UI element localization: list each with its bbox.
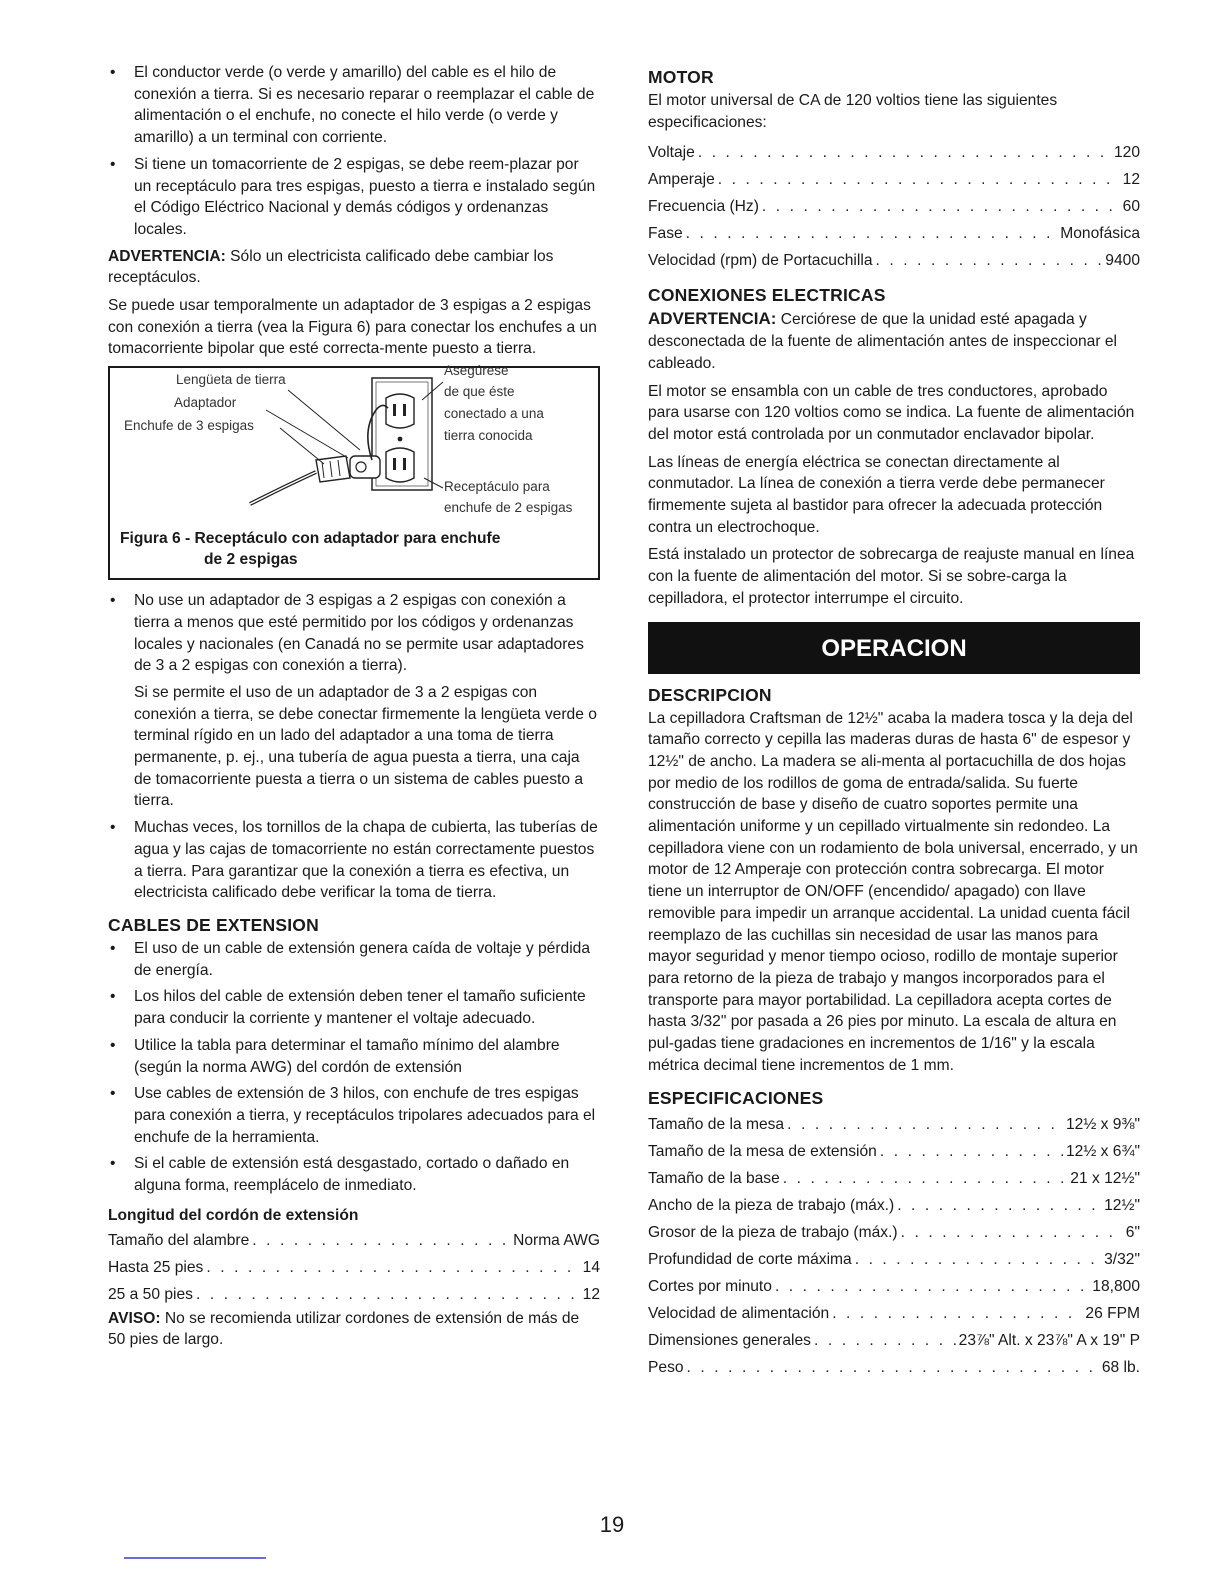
table-row (648, 1246, 1140, 1273)
list-item: • No use un adaptador de 3 espigas a 2 espigas con conexión a tierra a menos que esté permitido por los códigos y ordenanzas locales y nacionales (en Canadá no se permite usar adaptadores de 3 a 2 espigas con conexión a tierra). (108, 590, 600, 677)
label-receptaculo-1: Receptáculo para (444, 479, 550, 495)
row-value: 18,800 (1092, 1277, 1140, 1295)
row-value: 9400 (1105, 252, 1140, 270)
list-item: • Si el cable de extensión está desgastado, cortado o dañado en alguna forma, reemplácelo de inmediato. (108, 1153, 600, 1196)
row-value: 26 FPM (1085, 1304, 1140, 1322)
label-adaptador: Adaptador (174, 395, 237, 411)
notice-paragraph (108, 1308, 600, 1351)
row-value: 3/32" (1104, 1250, 1140, 1268)
row-label: Velocidad de alimentación (648, 1304, 830, 1322)
connections-heading: CONEXIONES ELECTRICAS (648, 285, 886, 306)
leader-dots (196, 1281, 580, 1308)
row-label: Tamaño del alambre (108, 1231, 250, 1249)
figure-caption-line2: de 2 espigas (204, 551, 298, 569)
adapter-paragraph: Se puede usar temporalmente un adaptador de 3 espigas a 2 espigas con conexión a tierra (vea la Figura 6) para conectar los enchufes a un tomacorriente bipolar que esté correcta-mente puesto a tierra. (108, 297, 597, 358)
row-label: Ancho de la pieza de trabajo (máx.) (648, 1196, 895, 1214)
label-lengueta: Lengüeta de tierra (176, 372, 286, 388)
list-item: • Utilice la tabla para determinar el tamaño mínimo del alambre (según la norma AWG) del cordón de extensión (108, 1035, 600, 1078)
row-label: Grosor de la pieza de trabajo (máx.) (648, 1223, 898, 1241)
table-row (648, 166, 1140, 193)
row-label: Frecuencia (Hz) (648, 198, 759, 216)
row-value: 21 x 12½" (1070, 1169, 1140, 1187)
motor-specs (648, 139, 1140, 274)
row-value: 12 (582, 1285, 600, 1303)
row-value: 120 (1113, 144, 1140, 162)
connections-paragraph: El motor se ensambla con un cable de tres conductores, aprobado para usarse con 120 voltios como se indica. La fuente de alimentación del motor está controlada por un conmutador enclavador bipolar. (648, 382, 1135, 443)
figure-6 (108, 363, 600, 580)
adapter-continuation: Si se permite el uso de un adaptador de 3 a 2 espigas con conexión a tierra, se debe conectar firmemente la lengüeta verde o terminal rígido en un lado del adaptador a una toma de tierra permanente, p. ej., una tubería de agua puesta a tierra, una caja de tomacorriente puesta a tierra o un sistema de cables puesto a tierra. (134, 683, 597, 810)
table-row (648, 1165, 1140, 1192)
label-enchufe: Enchufe de 3 espigas (124, 418, 254, 434)
row-value: 6" (1125, 1223, 1140, 1241)
length-heading: Longitud del cordón de extensión (108, 1206, 359, 1224)
leader-dots (762, 193, 1120, 220)
row-label: Cortes por minuto (648, 1277, 772, 1295)
row-label: Tamaño de la mesa (648, 1115, 785, 1133)
length-table (108, 1227, 600, 1308)
table-row (108, 1281, 600, 1308)
leader-dots (687, 1354, 1099, 1381)
leader-dots (206, 1254, 579, 1281)
leader-dots (901, 1219, 1123, 1246)
footer-divider (124, 1557, 266, 1559)
table-row (648, 220, 1140, 247)
list-item: • Los hilos del cable de extensión deben tener el tamaño suficiente para conducir la corriente y mantener el voltaje adecuado. (108, 986, 600, 1029)
left-column (108, 62, 600, 1357)
leader-dots (814, 1327, 956, 1354)
connections-warning (648, 308, 1140, 374)
table-row (648, 1219, 1140, 1246)
label-asegurese-4: tierra conocida (444, 428, 533, 444)
warning-paragraph (108, 246, 600, 289)
list-item: • Si tiene un tomacorriente de 2 espigas, se debe reem-plazar por un receptáculo para tres espigas, puesto a tierra e instalado según el Código Eléctrico Nacional y demás códigos y ordenanzas locales. (108, 154, 600, 241)
leader-dots (876, 247, 1103, 274)
row-label: Profundidad de corte máxima (648, 1250, 852, 1268)
list-item: • El conductor verde (o verde y amarillo) del cable es el hilo de conexión a tierra. Si es necesario reparar o reemplazar el cable de alimentación o el enchufe, no conecte el hilo verde (o verde y amarillo) a un terminal con corriente. (108, 62, 600, 149)
row-value: Norma AWG (513, 1231, 600, 1249)
figure-caption (120, 528, 590, 570)
specifications-table (648, 1111, 1140, 1381)
label-asegurese-2: de que éste (444, 384, 515, 400)
table-row (648, 247, 1140, 274)
right-column (648, 62, 1140, 1381)
motor-intro: El motor universal de CA de 120 voltios tiene las siguientes especificaciones: (648, 92, 1058, 131)
leader-dots (775, 1273, 1089, 1300)
row-label: Fase (648, 225, 683, 243)
notice-label: AVISO: (108, 1309, 161, 1327)
description-text: La cepilladora Craftsman de 12½" acaba la madera tosca y la deja del tamaño correcto y cepilla las maderas duras de hasta 6" de espesor y 12½" de ancho. La madera se ali-menta al portacuchilla de dos hojas por medio de los rodillos de goma de entrada/salida. Su fuerte construcción de base y diseño de cuatro soportes permite una alimentación uniforme y un cepillado virtualmente sin redondeo. La cepilladora viene con un rodamiento de bola universal, encerrado, y un motor de 12 Amperaje con protección contra sobrecarga. El motor tiene un interruptor de ON/OFF (encendido/ apagado) con llave removible para impedir un arranque accidental. La unidad cuenta fácil reemplazo de las cuchillas sin necesidad de usar las manos para mayor seguridad y menor tiempo ocioso, rodillo de montaje superior para retorno de la pieza de trabajo y mangos incorporados para el transporte para mayor portabilidad. La cepilladora acepta cortes de hasta 3/32" por pasada a 26 pies por minuto. La escala de altura en pul-gadas tiene gradaciones en incrementos de 1/16" y la escala métrica decimal tiene incrementos de 1 mm. (648, 709, 1138, 1074)
row-label: Tamaño de la base (648, 1169, 780, 1187)
connections-paragraph: Las líneas de energía eléctrica se conectan directamente al conmutador. La línea de conexión a tierra verde debe permanecer firmemente sujeta al bastidor para ofrecer la adecuada protección contra un electrochoque. (648, 453, 1105, 536)
row-value: Monofásica (1060, 225, 1140, 243)
row-label: Dimensiones generales (648, 1331, 811, 1349)
row-value: 12½" (1104, 1196, 1140, 1214)
extension-bullets (108, 938, 600, 1197)
row-label: Amperaje (648, 171, 715, 189)
row-label: Voltaje (648, 144, 695, 162)
adapter-bullets (108, 590, 600, 677)
list-item: • El uso de un cable de extensión genera caída de voltaje y pérdida de energía. (108, 938, 600, 981)
table-row (648, 1354, 1140, 1381)
screws-bullets (108, 817, 600, 904)
leader-dots (252, 1227, 510, 1254)
warning-text: Cerciórese de que la unidad esté apagada y desconectada de la fuente de alimentación antes de inspeccionar el cableado. (648, 311, 1118, 372)
operation-banner: OPERACION (648, 622, 1140, 674)
list-item: • Use cables de extensión de 3 hilos, con enchufe de tres espigas para conexión a tierra, y receptáculos tripolares adecuados para el enchufe de la herramienta. (108, 1083, 600, 1148)
leader-dots (698, 139, 1111, 166)
table-row (648, 1300, 1140, 1327)
row-value: 23⅞" Alt. x 23⅞" A x 19" P (958, 1331, 1140, 1349)
warning-label: ADVERTENCIA: (108, 247, 226, 265)
row-value: 14 (582, 1258, 600, 1276)
table-row (108, 1227, 600, 1254)
row-label: Tamaño de la mesa de extensión (648, 1142, 877, 1160)
row-value: 12½ x 9⅜" (1065, 1115, 1140, 1133)
label-asegurese-1: Asegúrese (444, 363, 509, 379)
row-value: 12 (1122, 171, 1140, 189)
page-number: 19 (599, 1512, 625, 1537)
leader-dots (832, 1300, 1082, 1327)
table-row (648, 1138, 1140, 1165)
row-label: 25 a 50 pies (108, 1285, 193, 1303)
table-row (648, 139, 1140, 166)
table-row (648, 193, 1140, 220)
row-label: Hasta 25 pies (108, 1258, 204, 1276)
leader-dots (787, 1111, 1063, 1138)
notice-text: No se recomienda utilizar cordones de extensión de más de 50 pies de largo. (108, 1309, 580, 1349)
row-value: 12½ x 6¾" (1065, 1142, 1140, 1160)
warning-label: ADVERTENCIA: (648, 309, 777, 329)
connections-paragraph: Está instalado un protector de sobrecarga de reajuste manual en línea con la fuente de alimentación del motor. Si se sobre-carga la cepilladora, el protector interrumpe el circuito. (648, 546, 1135, 607)
table-row (648, 1192, 1140, 1219)
warning-text: Sólo un electricista calificado debe cambiar los receptáculos. (108, 247, 554, 287)
table-row (648, 1111, 1140, 1138)
label-asegurese-3: conectado a una (444, 406, 544, 422)
figure-caption-line1: Figura 6 - Receptáculo con adaptador para enchufe (120, 530, 501, 548)
label-receptaculo-2: enchufe de 2 espigas (444, 500, 573, 516)
description-heading: DESCRIPCION (648, 684, 772, 705)
table-row (108, 1254, 600, 1281)
table-row (648, 1273, 1140, 1300)
row-value: 68 lb. (1101, 1358, 1140, 1376)
leader-dots (855, 1246, 1101, 1273)
row-value: 60 (1122, 198, 1140, 216)
row-label: Peso (648, 1358, 684, 1376)
table-row (648, 1327, 1140, 1354)
list-item: • Muchas veces, los tornillos de la chapa de cubierta, las tuberías de agua y las cajas de tomacorriente no están correctamente puestos a tierra. Para garantizar que la conexión a tierra es efectiva, un electricista calificado debe verificar la toma de tierra. (108, 817, 600, 904)
extension-heading: CABLES DE EXTENSION (108, 914, 319, 935)
specifications-heading: ESPECIFICACIONES (648, 1087, 824, 1108)
leader-dots (718, 166, 1120, 193)
motor-heading: MOTOR (648, 67, 714, 87)
leader-dots (783, 1165, 1068, 1192)
leader-dots (686, 220, 1058, 247)
row-label: Velocidad (rpm) de Portacuchilla (648, 252, 873, 270)
leader-dots (897, 1192, 1101, 1219)
leader-dots (880, 1138, 1063, 1165)
grounding-bullets (108, 62, 600, 241)
